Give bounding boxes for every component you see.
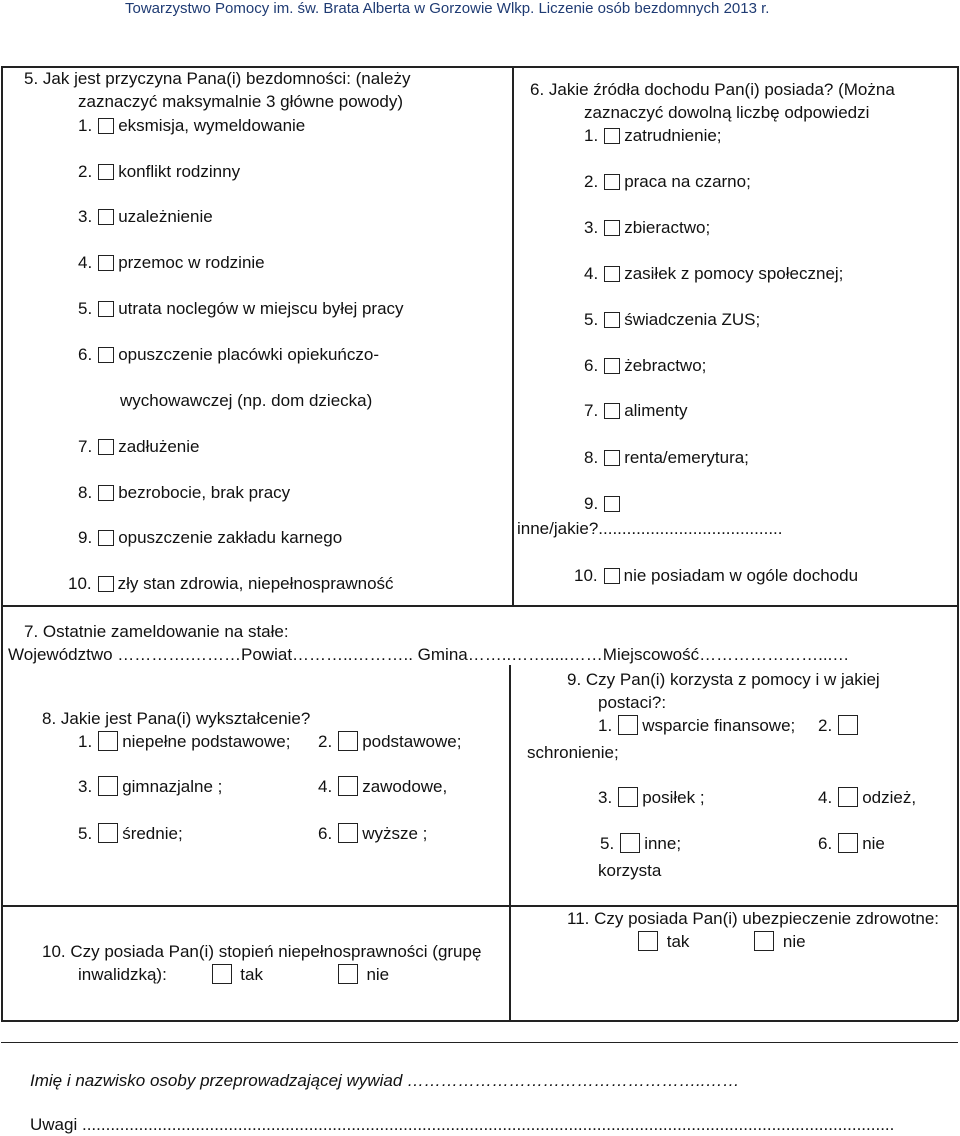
checkbox[interactable] bbox=[604, 568, 620, 584]
q9-option-2-label: schronienie; bbox=[527, 743, 619, 762]
q10-no-checkbox[interactable] bbox=[338, 964, 358, 984]
q9-option-6[interactable]: 6. nie bbox=[818, 834, 885, 853]
q9-title-line1: 9. Czy Pan(i) korzysta z pomocy i w jakiej bbox=[567, 670, 880, 689]
q10-yes-checkbox[interactable] bbox=[212, 964, 232, 984]
q6-option-5[interactable]: 5. świadczenia ZUS; bbox=[584, 310, 761, 329]
q9-option-5[interactable]: 5. inne; bbox=[600, 834, 682, 853]
q6-option-6[interactable]: 6. żebractwo; bbox=[584, 356, 707, 375]
checkbox[interactable] bbox=[604, 403, 620, 419]
q5-option-6[interactable]: 6. opuszczenie placówki opiekuńczo- bbox=[78, 345, 379, 364]
q10-title-line1: 10. Czy posiada Pan(i) stopień niepełnosprawności (grupę bbox=[42, 942, 482, 961]
q6-title-line2: zaznaczyć dowolną liczbę odpowiedzi bbox=[584, 103, 870, 122]
q8-option-3[interactable]: 3. gimnazjalne ; bbox=[78, 777, 223, 796]
q8-option-1[interactable]: 1. niepełne podstawowe; bbox=[78, 732, 291, 751]
q5-option-5[interactable]: 5. utrata noclegów w miejscu byłej pracy bbox=[78, 299, 404, 318]
table-right-border bbox=[957, 66, 959, 1021]
q9-option-4[interactable]: 4. odzież, bbox=[818, 788, 917, 807]
q5-title-line2: zaznaczyć maksymalnie 3 główne powody) bbox=[78, 92, 404, 111]
q6-option-1[interactable]: 1. zatrudnienie; bbox=[584, 126, 722, 145]
checkbox[interactable] bbox=[838, 787, 858, 807]
checkbox[interactable] bbox=[98, 301, 114, 317]
table-bottom-border bbox=[1, 1020, 958, 1022]
checkbox[interactable] bbox=[98, 164, 114, 180]
checkbox[interactable] bbox=[604, 220, 620, 236]
checkbox[interactable] bbox=[620, 833, 640, 853]
q8-option-6[interactable]: 6. wyższe ; bbox=[318, 824, 428, 843]
checkbox[interactable] bbox=[604, 358, 620, 374]
checkbox[interactable] bbox=[604, 496, 620, 512]
q9-option-1[interactable]: 1. wsparcie finansowe; bbox=[598, 716, 796, 735]
notes-field[interactable] bbox=[30, 1113, 894, 1136]
q6-option-9-other-field[interactable]: inne/jakie?....................................... bbox=[517, 519, 783, 538]
q9-option-2[interactable]: 2. bbox=[818, 714, 862, 737]
q8-option-5[interactable]: 5. średnie; bbox=[78, 824, 183, 843]
q8-option-4[interactable]: 4. zawodowe, bbox=[318, 777, 448, 796]
q8-option-2[interactable]: 2. podstawowe; bbox=[318, 732, 462, 751]
checkbox[interactable] bbox=[604, 312, 620, 328]
q7-address-line[interactable]: Województwo ………….………Powiat………..……….. Gmina……..…….....……Miejscowość…………………...… bbox=[8, 645, 850, 664]
notes-label: Uwagi bbox=[30, 1115, 78, 1134]
q11-title: 11. Czy posiada Pan(i) ubezpieczenie zdrowotne: bbox=[567, 909, 940, 928]
q5-option-2[interactable]: 2. konflikt rodzinny bbox=[78, 162, 241, 181]
q5-option-3[interactable]: 3. uzależnienie bbox=[78, 207, 213, 226]
page-header: Towarzystwo Pomocy im. św. Brata Alberta w Gorzowie Wlkp. Liczenie osób bezdomnych 2013 r. bbox=[125, 0, 770, 17]
q5-option-9[interactable]: 9. opuszczenie zakładu karnego bbox=[78, 528, 343, 547]
q5-option-4[interactable]: 4. przemoc w rodzinie bbox=[78, 253, 265, 272]
checkbox[interactable] bbox=[838, 715, 858, 735]
checkbox[interactable] bbox=[98, 776, 118, 796]
q6-option-10[interactable]: 10. nie posiadam w ogóle dochodu bbox=[574, 566, 859, 585]
checkbox[interactable] bbox=[98, 439, 114, 455]
q11-yes-checkbox[interactable] bbox=[638, 931, 658, 951]
checkbox[interactable] bbox=[618, 715, 638, 735]
q5-option-6-cont: wychowawczej (np. dom dziecka) bbox=[120, 391, 373, 410]
table-left-border bbox=[1, 66, 3, 1021]
checkbox[interactable] bbox=[604, 450, 620, 466]
checkbox[interactable] bbox=[98, 118, 114, 134]
interviewer-name-field[interactable]: Imię i nazwisko osoby przeprowadzającej wywiad ……………………………………………..…… bbox=[30, 1071, 740, 1090]
checkbox[interactable] bbox=[98, 347, 114, 363]
row-divider-1 bbox=[1, 605, 958, 607]
checkbox[interactable] bbox=[604, 174, 620, 190]
q7-title: 7. Ostatnie zameldowanie na stałe: bbox=[24, 622, 289, 641]
q9-option-6-cont: korzysta bbox=[598, 861, 662, 880]
checkbox[interactable] bbox=[338, 823, 358, 843]
q6-option-4[interactable]: 4. zasiłek z pomocy społecznej; bbox=[584, 264, 844, 283]
q6-option-7[interactable]: 7. alimenty bbox=[584, 401, 688, 420]
q6-option-2[interactable]: 2. praca na czarno; bbox=[584, 172, 751, 191]
checkbox[interactable] bbox=[98, 209, 114, 225]
q9-option-3[interactable]: 3. posiłek ; bbox=[598, 788, 705, 807]
q6-title-line1: 6. Jakie źródła dochodu Pan(i) posiada? (Można bbox=[530, 80, 895, 99]
checkbox[interactable] bbox=[98, 485, 114, 501]
q5-title-line1: 5. Jak jest przyczyna Pana(i) bezdomności: (należy bbox=[24, 69, 411, 88]
q6-option-3[interactable]: 3. zbieractwo; bbox=[584, 218, 711, 237]
checkbox[interactable] bbox=[838, 833, 858, 853]
notes-dots: ............................................................................................................................................................................ bbox=[81, 1115, 895, 1134]
q8-title: 8. Jakie jest Pana(i) wykształcenie? bbox=[42, 709, 311, 728]
checkbox[interactable] bbox=[604, 128, 620, 144]
q6-option-9[interactable]: 9. bbox=[584, 492, 624, 515]
q8-q9-divider bbox=[509, 665, 511, 1021]
q11-answers: tak nie bbox=[634, 930, 806, 953]
footer-top-rule bbox=[1, 1042, 958, 1043]
checkbox[interactable] bbox=[98, 530, 114, 546]
checkbox[interactable] bbox=[98, 731, 118, 751]
checkbox[interactable] bbox=[98, 823, 118, 843]
q5-option-8[interactable]: 8. bezrobocie, brak pracy bbox=[78, 483, 291, 502]
q9-title-line2: postaci?: bbox=[598, 693, 667, 712]
q6-option-8[interactable]: 8. renta/emerytura; bbox=[584, 448, 749, 467]
q5-option-10[interactable]: 10. zły stan zdrowia, niepełnosprawność bbox=[68, 574, 394, 593]
q5-q6-divider bbox=[512, 66, 514, 605]
q11-no-checkbox[interactable] bbox=[754, 931, 774, 951]
checkbox[interactable] bbox=[98, 576, 114, 592]
checkbox[interactable] bbox=[338, 776, 358, 796]
checkbox[interactable] bbox=[604, 266, 620, 282]
checkbox[interactable] bbox=[98, 255, 114, 271]
checkbox[interactable] bbox=[338, 731, 358, 751]
q10-title-line2: inwalidzką): tak nie bbox=[78, 965, 390, 984]
q5-option-1[interactable]: 1. eksmisja, wymeldowanie bbox=[78, 116, 306, 135]
q5-option-7[interactable]: 7. zadłużenie bbox=[78, 437, 200, 456]
checkbox[interactable] bbox=[618, 787, 638, 807]
